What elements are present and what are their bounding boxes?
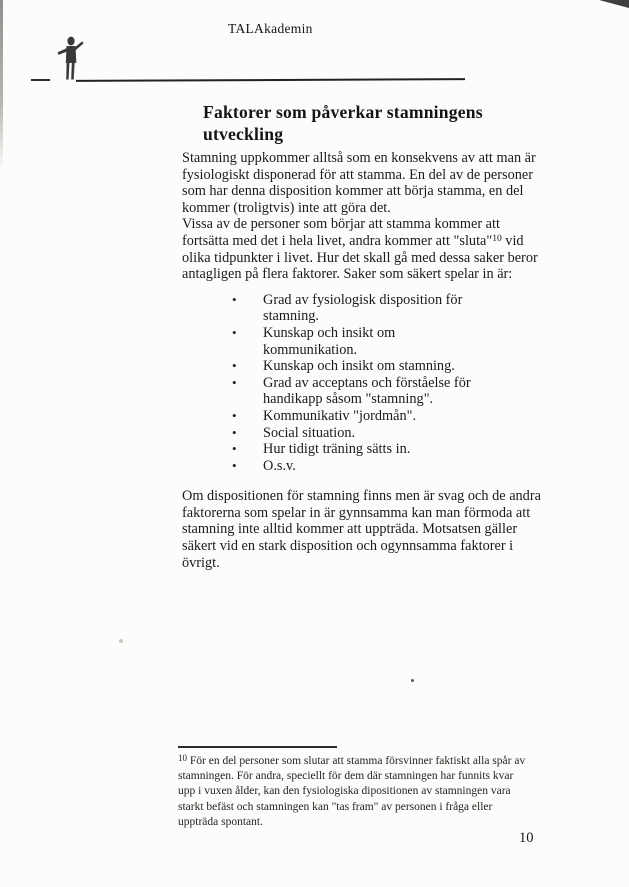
scan-speck [119, 639, 123, 643]
paragraph-3: Om dispositionen för stamning finns men är svag och de andra faktorerna som spelar in är gynnsamma kan man förmoda att stamning inte alltid kommer att uppträda. Motsatsen gäller säkert vid en stark disposition och ogynnsamma faktorer i övrigt. [182, 488, 541, 571]
list-item-label: Social situation. [263, 424, 356, 441]
article-body [182, 150, 542, 571]
footnote-text: För en del personer som slutar att stamma försvinner faktiskt alla spår av stamningen. För andra, speciellt för dem där stamningen har funnits kvar upp i vuxen ålder, kan den fysiologiska dipositionen av stamningen vara starkt befäst och stamningen kan "tas fram" av personen i fråga eller uppträda spontant. [178, 755, 526, 828]
bullet-icon: • [232, 374, 237, 390]
list-item [182, 375, 542, 408]
list-item-label: Hur tidigt träning sätts in. [263, 441, 411, 458]
list-item-label: Kommunikativ "jordmån". [263, 407, 417, 424]
paragraph-2-text: vid olika tidpunkter i livet. Hur det skall gå med dessa saker beror antagligen på flera faktorer. Saker som säkert spelar in är: [182, 232, 538, 283]
footnote-marker: 10 [178, 753, 187, 763]
list-item [182, 325, 542, 358]
list-item-label: Kunskap och insikt om kommunikation. [263, 324, 396, 358]
list-item [182, 425, 542, 442]
list-item-label: Kunskap och insikt om stamning. [263, 358, 455, 375]
list-item-label: O.s.v. [263, 457, 296, 474]
list-item [182, 358, 542, 375]
list-item-label: Grad av acceptans och förståelse för handikapp såsom "stamning". [263, 374, 471, 408]
bullet-icon: • [232, 291, 237, 307]
footnote-reference: 10 [492, 233, 502, 244]
bullet-icon: • [232, 424, 237, 440]
page-number: 10 [519, 830, 534, 846]
bullet-icon: • [232, 441, 237, 457]
scan-corner-artifact [595, 0, 629, 8]
paragraph-2-text: Vissa av de personer som börjar att stamma kommer att fortsätta med det i hela livet, andra kommer att "sluta" [182, 216, 500, 249]
factor-list [182, 292, 542, 475]
list-item [182, 292, 542, 325]
header-rule [76, 78, 465, 82]
list-item [182, 408, 542, 425]
footnote-divider [178, 746, 337, 748]
scan-edge-artifact [0, 0, 3, 170]
list-item [182, 441, 542, 458]
person-figure-icon [55, 36, 85, 82]
bullet-icon: • [232, 457, 237, 473]
bullet-icon: • [232, 358, 237, 374]
header-title: TALAkademin [228, 21, 313, 36]
paragraph-1: Stamning uppkommer alltså som en konsekvens av att man är fysiologiskt disponerad för att stamma. En del av de personer som har denna disposition kommer att börja stamma, en del kommer (troligtvis) inte att göra det. [182, 150, 536, 216]
header-rule-left-segment [31, 79, 50, 81]
paragraph-2 [182, 216, 542, 282]
page-title: Faktorer som påverkar stamningens utveckling [203, 102, 483, 144]
bullet-icon: • [232, 324, 237, 340]
bullet-icon: • [232, 407, 237, 423]
footnote [178, 754, 526, 830]
list-item-label: Grad av fysiologisk disposition för stamning. [263, 291, 463, 325]
list-item [182, 458, 542, 475]
scan-speck [411, 679, 414, 682]
